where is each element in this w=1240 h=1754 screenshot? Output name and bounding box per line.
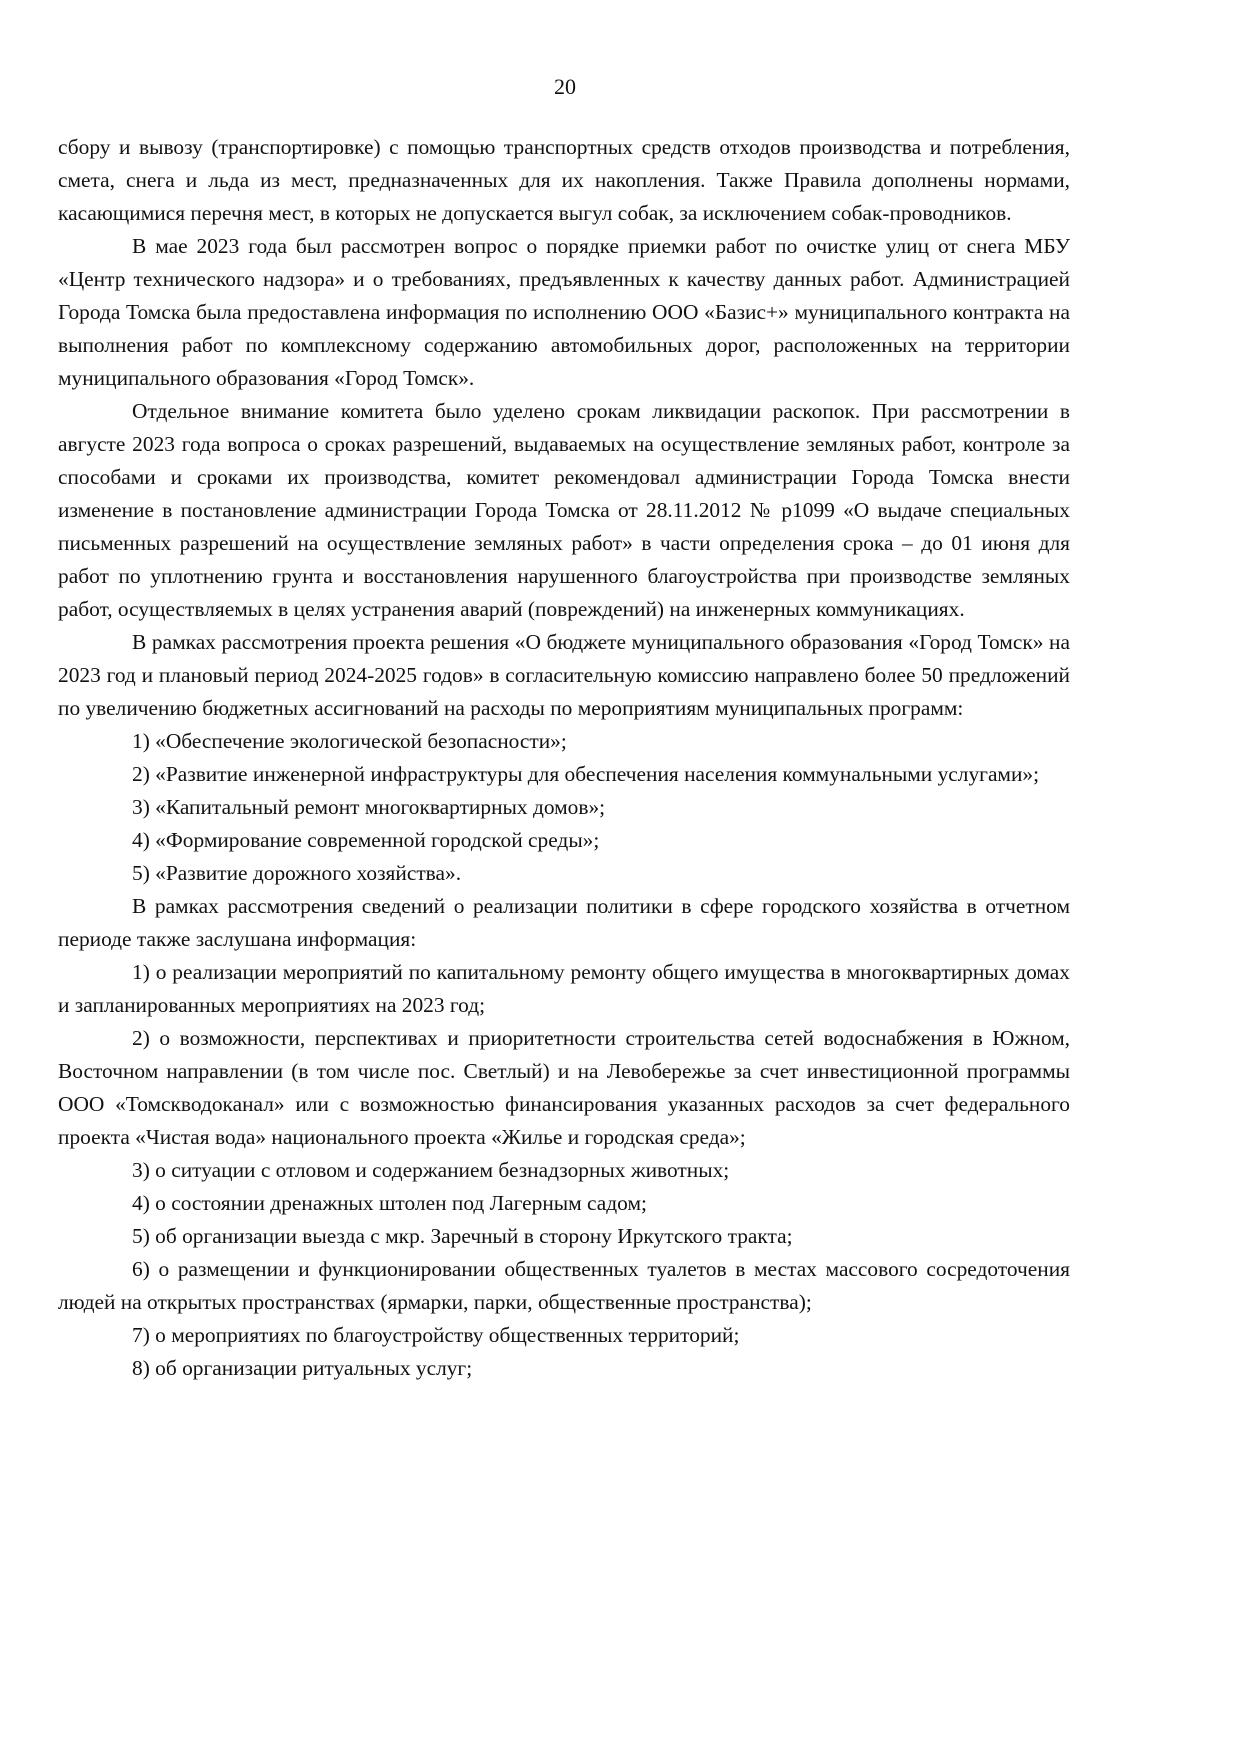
page-number: 20 [554, 74, 576, 99]
list-item: 2) «Развитие инженерной инфраструктуры для обеспечения населения коммунальными услугами»; [132, 762, 1040, 786]
list-item: 3) о ситуации с отловом и содержанием безнадзорных животных; [132, 1158, 730, 1182]
list-item: 6) о размещении и функционировании общественных туалетов в местах массового сосредоточения людей на открытых пространствах (ярмарки, парки, общественные пространства); [58, 1257, 1070, 1314]
list-item: 4) о состоянии дренажных штолен под Лагерным садом; [132, 1191, 647, 1215]
document-body [58, 131, 1070, 1385]
list-item: 5) «Развитие дорожного хозяйства». [132, 861, 462, 885]
list-item: 1) «Обеспечение экологической безопасности»; [132, 729, 567, 753]
list-item: 4) «Формирование современной городской среды»; [132, 828, 600, 852]
paragraph-budget: В рамках рассмотрения проекта решения «О бюджете муниципального образования «Город Томск» на 2023 год и плановый период 2024-2025 годов» в согласительную комиссию направлено более 50 предложений по увеличению бюджетных ассигнований на расходы по мероприятиям муниципальных программ: [58, 630, 1070, 720]
list-item: 2) о возможности, перспективах и приоритетности строительства сетей водоснабжения в Южном, Восточном направлении (в том числе пос. Светлый) и на Левобережье за счет инвестиционной программы ООО «Томскводоканал» или с возможностью финансирования указанных расходов за счет федерального проекта «Чистая вода» национального проекта «Жилье и городская среда»; [58, 1026, 1070, 1149]
list-item: 5) об организации выезда с мкр. Заречный в сторону Иркутского тракта; [132, 1224, 793, 1248]
paragraph-snow-cleaning: В мае 2023 года был рассмотрен вопрос о порядке приемки работ по очистке улиц от снега МБУ «Центр технического надзора» и о требованиях, предъявленных к качеству данных работ. Администрацией Города Томска была предоставлена информация по исполнению ООО «Базис+» муниципального контракта на выполнения работ по комплексному содержанию автомобильных дорог, расположенных на территории муниципального образования «Город Томск». [58, 234, 1070, 390]
list-item: 7) о мероприятиях по благоустройству общественных территорий; [132, 1323, 740, 1347]
list-item: 8) об организации ритуальных услуг; [132, 1356, 473, 1380]
list-item: 3) «Капитальный ремонт многоквартирных домов»; [132, 795, 606, 819]
paragraph-continuation: сбору и вывозу (транспортировке) с помощью транспортных средств отходов производства и потребления, смета, снега и льда из мест, предназначенных для их накопления. Также Правила дополнены нормами, касающимися перечня мест, в которых не допускается выгул собак, за исключением собак-проводников. [58, 135, 1070, 225]
paragraph-information-heard: В рамках рассмотрения сведений о реализации политики в сфере городского хозяйства в отчетном периоде также заслушана информация: [58, 894, 1070, 951]
paragraph-excavations: Отдельное внимание комитета было уделено срокам ликвидации раскопок. При рассмотрении в августе 2023 года вопроса о сроках разрешений, выдаваемых на осуществление земляных работ, контроле за способами и сроками их производства, комитет рекомендовал администрации Города Томска внести изменение в постановление администрации Города Томска от 28.11.2012 № р1099 «О выдаче специальных письменных разрешений на осуществление земляных работ» в части определения срока – до 01 июня для работ по уплотнению грунта и восстановления нарушенного благоустройства при производстве земляных работ, осуществляемых в целях устранения аварий (повреждений) на инженерных коммуникациях. [58, 399, 1070, 621]
list-item: 1) о реализации мероприятий по капитальному ремонту общего имущества в многоквартирных домах и запланированных мероприятиях на 2023 год; [58, 960, 1070, 1017]
